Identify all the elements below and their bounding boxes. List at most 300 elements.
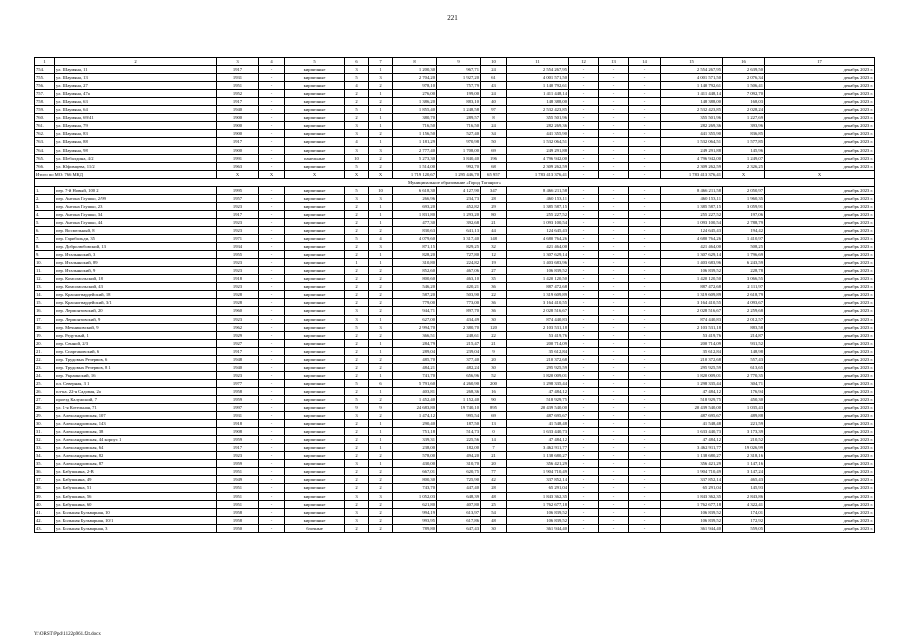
table-cell: 1 307 629,14: [661, 251, 723, 259]
table-cell: -: [569, 387, 599, 395]
table-cell: 2 554 267,95: [507, 66, 569, 74]
table-cell: 4 127,90: [437, 186, 481, 194]
table-cell: -: [599, 114, 629, 122]
table-cell: 282 269,36: [661, 122, 723, 130]
table-cell: 24: [481, 122, 507, 130]
table-cell: 3: [345, 66, 369, 74]
table-cell: ул. Шебалдина, 4/2: [55, 154, 217, 162]
table-cell: 1 904 710,49: [507, 468, 569, 476]
table-cell: 441 355,90: [661, 130, 723, 138]
table-cell: 1 035,43: [723, 404, 765, 412]
table-cell: 403,81: [393, 387, 437, 395]
table-cell: 9: [481, 347, 507, 355]
table-cell: -: [599, 395, 629, 403]
table-cell: 1: [369, 218, 393, 226]
table-cell: -: [259, 291, 285, 299]
table-cell: -: [629, 363, 661, 371]
table-cell: -: [629, 307, 661, 315]
table-cell: 295 925,59: [507, 363, 569, 371]
table-cell: -: [629, 355, 661, 363]
table-cell: 248,61: [437, 331, 481, 339]
table-cell: 20: [481, 460, 507, 468]
table-cell: 16: [481, 387, 507, 395]
table-row: [35, 428, 875, 436]
table-cell: 2: [345, 202, 369, 210]
table-cell: 148 388,00: [661, 98, 723, 106]
table-cell: 3: [369, 492, 393, 500]
table-cell: 883,58: [723, 323, 765, 331]
table-cell: 77: [481, 468, 507, 476]
table-cell: -: [599, 331, 629, 339]
table-cell: -: [629, 186, 661, 194]
table-cell: 199,00: [437, 90, 481, 98]
table-cell: ул. Бабушкина, 60: [55, 500, 217, 508]
table-cell: проезд Калужский, 7: [55, 395, 217, 403]
table-cell: 970,98: [437, 138, 481, 146]
table-row: [35, 500, 875, 508]
table-cell: 1908: [217, 428, 259, 436]
table-cell: 9.: [35, 251, 55, 259]
table-cell: ул. Большая Бульварная, 3: [55, 524, 217, 532]
table-cell: 656,96: [437, 371, 481, 379]
table-cell: 47 484,12: [507, 387, 569, 395]
table-cell: 2: [345, 291, 369, 299]
table-cell: 3: [369, 74, 393, 82]
table-cell: -: [629, 444, 661, 452]
table-cell: -: [569, 186, 599, 194]
table-cell: 1: [369, 460, 393, 468]
table-cell: 255 227,52: [507, 210, 569, 218]
table-cell: 61: [481, 74, 507, 82]
table-cell: -: [259, 154, 285, 162]
table-cell: -: [259, 106, 285, 114]
table-cell: -: [569, 500, 599, 508]
table-cell: декабрь 2023 г.: [765, 106, 875, 114]
table-cell: панельные: [285, 154, 345, 162]
table-cell: кирпичные: [285, 283, 345, 291]
table-row: [35, 452, 875, 460]
table-cell: 148,98: [723, 347, 765, 355]
table-cell: ул. Александровская, 64: [55, 444, 217, 452]
table-cell: 1 385 587,15: [661, 202, 723, 210]
table-cell: -: [259, 186, 285, 194]
table-cell: 1 138 680,27: [507, 452, 569, 460]
table-cell: 2: [345, 218, 369, 226]
table-cell: 1917: [217, 210, 259, 218]
table-cell: -: [599, 444, 629, 452]
table-cell: -: [629, 130, 661, 138]
table-cell: кирпичные: [285, 307, 345, 315]
table-cell: 27.: [35, 395, 55, 403]
table-cell: 2: [345, 371, 369, 379]
table-cell: -: [569, 130, 599, 138]
table-cell: 1 093 100,54: [661, 218, 723, 226]
table-cell: -: [599, 162, 629, 170]
table-cell: 503,90: [437, 291, 481, 299]
table-cell: 1 403 683,96: [507, 259, 569, 267]
table-cell: 7.: [35, 235, 55, 243]
table-cell: 2 994,70: [393, 323, 437, 331]
table-cell: -: [599, 98, 629, 106]
table-cell: 828,20: [393, 251, 437, 259]
table-cell: 7: [481, 444, 507, 452]
table-cell: 289,04: [393, 347, 437, 355]
table-cell: -: [629, 484, 661, 492]
table-cell: 1 385 587,15: [507, 202, 569, 210]
table-cell: 1: [369, 210, 393, 218]
table-cell: -: [599, 122, 629, 130]
table-cell: 24 683,80: [393, 404, 437, 412]
table-cell: 22: [481, 291, 507, 299]
table-cell: 5: [345, 395, 369, 403]
table-cell: 32: [481, 243, 507, 251]
table-cell: кирпичные: [285, 251, 345, 259]
table-cell: -: [629, 210, 661, 218]
table-cell: 527,40: [437, 130, 481, 138]
table-cell: 2: [345, 98, 369, 106]
table-cell: 268,36: [437, 387, 481, 395]
table-cell: -: [569, 202, 599, 210]
table-cell: 36: [481, 283, 507, 291]
table-cell: 17.: [35, 315, 55, 323]
table-cell: 377,40: [437, 355, 481, 363]
table-cell: 3: [345, 307, 369, 315]
table-cell: 30: [481, 524, 507, 532]
table-cell: декабрь 2023 г.: [765, 130, 875, 138]
table-cell: 978,10: [393, 82, 437, 90]
table-cell: -: [259, 420, 285, 428]
table-cell: кирпичные: [285, 420, 345, 428]
table-cell: -: [569, 428, 599, 436]
table-cell: 757.: [35, 90, 55, 98]
table-cell: 361 944,40: [661, 524, 723, 532]
table-cell: 1.: [35, 186, 55, 194]
table-cell: 1917: [217, 66, 259, 74]
table-cell: 1: [369, 420, 393, 428]
table-cell: 54: [481, 508, 507, 516]
table-cell: -: [629, 395, 661, 403]
table-cell: 2 777,40: [393, 146, 437, 154]
table-cell: 434,49: [437, 315, 481, 323]
table-cell: 34.: [35, 452, 55, 460]
table-cell: кирпичные: [285, 90, 345, 98]
table-cell: декабрь 2023 г.: [765, 379, 875, 387]
column-number-cell: 2: [55, 58, 217, 66]
table-cell: -: [599, 267, 629, 275]
table-cell: 1 708,00: [437, 146, 481, 154]
table-cell: 2: [345, 90, 369, 98]
column-number-cell: 16: [723, 58, 765, 66]
table-cell: -: [599, 404, 629, 412]
table-row: [35, 355, 875, 363]
table-cell: -: [599, 315, 629, 323]
table-cell: 1 411 448,14: [507, 90, 569, 98]
table-cell: декабрь 2023 г.: [765, 275, 875, 283]
total-cell: X: [765, 170, 875, 178]
table-cell: 3 164 410,55: [507, 299, 569, 307]
table-cell: 760.: [35, 114, 55, 122]
table-cell: 546,20: [393, 283, 437, 291]
table-cell: кирпичные: [285, 500, 345, 508]
table-cell: 30.: [35, 420, 55, 428]
table-cell: 1923: [217, 371, 259, 379]
table-cell: 759.: [35, 106, 55, 114]
table-cell: -: [259, 202, 285, 210]
table-cell: 1 140 792,61: [507, 82, 569, 90]
table-cell: 40.: [35, 500, 55, 508]
table-cell: -: [259, 387, 285, 395]
table-cell: -: [259, 339, 285, 347]
table-cell: 80: [481, 210, 507, 218]
table-cell: 2: [345, 243, 369, 251]
table-cell: 47 484,12: [661, 387, 723, 395]
table-cell: -: [259, 299, 285, 307]
table-cell: -: [569, 90, 599, 98]
table-cell: 8 466 211,58: [507, 186, 569, 194]
table-cell: -: [599, 484, 629, 492]
table-cell: -: [629, 516, 661, 524]
table-row: [35, 468, 875, 476]
table-cell: 1: [369, 444, 393, 452]
table-cell: 2: [369, 130, 393, 138]
table-cell: пер. Антона Глушко, 44: [55, 218, 217, 226]
table-cell: 1952: [217, 90, 259, 98]
table-cell: -: [629, 428, 661, 436]
table-cell: 2: [345, 347, 369, 355]
table-cell: 39.: [35, 492, 55, 500]
table-cell: 8: [481, 114, 507, 122]
table-cell: -: [569, 452, 599, 460]
table-cell: декабрь 2023 г.: [765, 82, 875, 90]
table-cell: 755.: [35, 74, 55, 82]
table-cell: 215,47: [437, 339, 481, 347]
table-cell: 1 181,29: [393, 138, 437, 146]
table-cell: кирпичные: [285, 106, 345, 114]
table-cell: пл. Северная, 3 1: [55, 379, 217, 387]
table-cell: кирпичные: [285, 323, 345, 331]
table-cell: 2: [345, 210, 369, 218]
table-cell: 1951: [217, 82, 259, 90]
table-cell: кирпичные: [285, 379, 345, 387]
table-cell: 587,20: [393, 291, 437, 299]
table-cell: 13: [481, 420, 507, 428]
table-cell: 392,68: [437, 218, 481, 226]
table-cell: 2: [345, 484, 369, 492]
table-cell: кирпичные: [285, 331, 345, 339]
table-cell: 18.: [35, 323, 55, 331]
table-cell: 1951: [217, 484, 259, 492]
table-row: [35, 412, 875, 420]
table-cell: декабрь 2023 г.: [765, 412, 875, 420]
column-number-cell: 14: [629, 58, 661, 66]
table-cell: 393,96: [723, 122, 765, 130]
table-cell: 176,94: [723, 387, 765, 395]
table-cell: 47 484,12: [661, 436, 723, 444]
table-cell: 1 156,50: [393, 130, 437, 138]
table-cell: 1900: [217, 130, 259, 138]
table-cell: пер. Красногвардейский, 3/1: [55, 299, 217, 307]
table-cell: 1 820 009,01: [661, 371, 723, 379]
table-cell: декабрь 2023 г.: [765, 492, 875, 500]
table-cell: 1940: [217, 106, 259, 114]
table-cell: 65 291,04: [507, 484, 569, 492]
table-cell: 2: [345, 436, 369, 444]
table-cell: кирпичные: [285, 404, 345, 412]
table-cell: 2: [345, 420, 369, 428]
table-row: [35, 186, 875, 194]
table-cell: 4: [345, 82, 369, 90]
table-cell: 4 079,60: [393, 235, 437, 243]
table-cell: -: [629, 122, 661, 130]
table-row: [35, 210, 875, 218]
table-cell: 48: [481, 516, 507, 524]
table-cell: -: [569, 138, 599, 146]
table-cell: декабрь 2023 г.: [765, 66, 875, 74]
table-cell: 1923: [217, 452, 259, 460]
table-cell: 1 140 792,61: [661, 82, 723, 90]
table-cell: 8.: [35, 243, 55, 251]
table-cell: 3: [345, 412, 369, 420]
table-cell: 407,80: [437, 500, 481, 508]
table-cell: 4.: [35, 210, 55, 218]
column-number-cell: 17: [765, 58, 875, 66]
table-cell: 518 929,75: [661, 395, 723, 403]
table-cell: -: [569, 363, 599, 371]
table-cell: 2 103 531,18: [661, 323, 723, 331]
table-cell: -: [629, 500, 661, 508]
table-cell: 2 770,35: [723, 371, 765, 379]
table-cell: 613,97: [437, 508, 481, 516]
table-cell: декабрь 2023 г.: [765, 283, 875, 291]
table-cell: 1962: [217, 323, 259, 331]
table-cell: 1927: [217, 339, 259, 347]
table-cell: ул. Бабушкина, 49: [55, 476, 217, 484]
table-cell: 1 248,58: [437, 106, 481, 114]
table-cell: 356 421,29: [661, 460, 723, 468]
table-cell: 1: [369, 259, 393, 267]
table-row: [35, 235, 875, 243]
table-cell: 1963: [217, 162, 259, 170]
section-title: Муниципальное образование «Город Таганрог»: [35, 178, 875, 186]
column-number-cell: 6: [345, 58, 369, 66]
table-cell: 3: [345, 460, 369, 468]
table-cell: 148 388,00: [507, 98, 569, 106]
table-cell: 214,87: [723, 331, 765, 339]
table-cell: декабрь 2023 г.: [765, 98, 875, 106]
table-cell: -: [629, 371, 661, 379]
table-cell: кирпичные: [285, 66, 345, 74]
table-cell: 25: [481, 500, 507, 508]
table-cell: -: [259, 98, 285, 106]
table-cell: 11.: [35, 267, 55, 275]
table-cell: 2 639,50: [723, 66, 765, 74]
table-cell: кирпичные: [285, 275, 345, 283]
table-cell: -: [629, 379, 661, 387]
table-cell: 210,52: [723, 436, 765, 444]
table-cell: 514,73: [437, 428, 481, 436]
table-cell: 19 026,99: [723, 444, 765, 452]
table-cell: 1959: [217, 395, 259, 403]
table-cell: декабрь 2023 г.: [765, 339, 875, 347]
table-cell: кирпичные: [285, 460, 345, 468]
table-cell: 26.: [35, 387, 55, 395]
table-cell: 5: [345, 74, 369, 82]
table-row: [35, 516, 875, 524]
table-cell: пер. Красногвардейский, 18: [55, 291, 217, 299]
table-cell: 13.: [35, 283, 55, 291]
table-row: [35, 307, 875, 315]
table-cell: 249 291,88: [661, 146, 723, 154]
table-cell: -: [569, 251, 599, 259]
table-cell: ул. Александровская, 107: [55, 412, 217, 420]
table-cell: -: [599, 90, 629, 98]
table-cell: кирпичные: [285, 412, 345, 420]
table-cell: -: [599, 371, 629, 379]
section-heading-row: [35, 178, 875, 186]
table-cell: 1 200,30: [393, 66, 437, 74]
table-cell: 4 322,41: [723, 500, 765, 508]
table-cell: 2: [369, 452, 393, 460]
table-cell: -: [259, 516, 285, 524]
table-cell: декабрь 2023 г.: [765, 146, 875, 154]
table-cell: 667,01: [393, 468, 437, 476]
table-row: [35, 82, 875, 90]
table-cell: 1959: [217, 436, 259, 444]
table-cell: -: [629, 202, 661, 210]
table-cell: 30: [481, 315, 507, 323]
table-cell: декабрь 2023 г.: [765, 138, 875, 146]
table-cell: -: [569, 299, 599, 307]
table-cell: ул. 1-я Котельная, 71: [55, 404, 217, 412]
table-cell: 28: [481, 484, 507, 492]
table-cell: блочные: [285, 524, 345, 532]
table-cell: 2: [345, 331, 369, 339]
table-cell: 355 501,96: [661, 114, 723, 122]
table-cell: 266,96: [393, 194, 437, 202]
table-cell: пер. Антона Глушко, 23: [55, 202, 217, 210]
table-cell: 41 548,48: [507, 420, 569, 428]
table-cell: 106 839,52: [507, 516, 569, 524]
table-row: [35, 444, 875, 452]
table-cell: 1900: [217, 114, 259, 122]
table-cell: 467,06: [437, 267, 481, 275]
table-cell: декабрь 2023 г.: [765, 524, 875, 532]
table-cell: 1 410,97: [723, 235, 765, 243]
table-cell: 3: [345, 508, 369, 516]
table-cell: -: [629, 339, 661, 347]
table-row: [35, 371, 875, 379]
table-cell: 800,30: [393, 476, 437, 484]
table-cell: 887 472,68: [661, 283, 723, 291]
table-cell: 44: [481, 226, 507, 234]
table-cell: -: [569, 106, 599, 114]
table-cell: -: [599, 307, 629, 315]
total-cell: -: [569, 170, 599, 178]
table-cell: 1 093 100,54: [507, 218, 569, 226]
table-cell: 174,01: [723, 508, 765, 516]
table-cell: кирпичные: [285, 395, 345, 403]
table-cell: 3: [369, 323, 393, 331]
table-cell: 21: [481, 218, 507, 226]
table-cell: 1923: [217, 226, 259, 234]
table-cell: 2 532 423,85: [507, 106, 569, 114]
table-cell: декабрь 2023 г.: [765, 122, 875, 130]
table-cell: кирпичные: [285, 146, 345, 154]
table-cell: -: [629, 387, 661, 395]
table-cell: кирпичные: [285, 492, 345, 500]
table-cell: 693,20: [393, 202, 437, 210]
table-cell: 477,30: [393, 218, 437, 226]
